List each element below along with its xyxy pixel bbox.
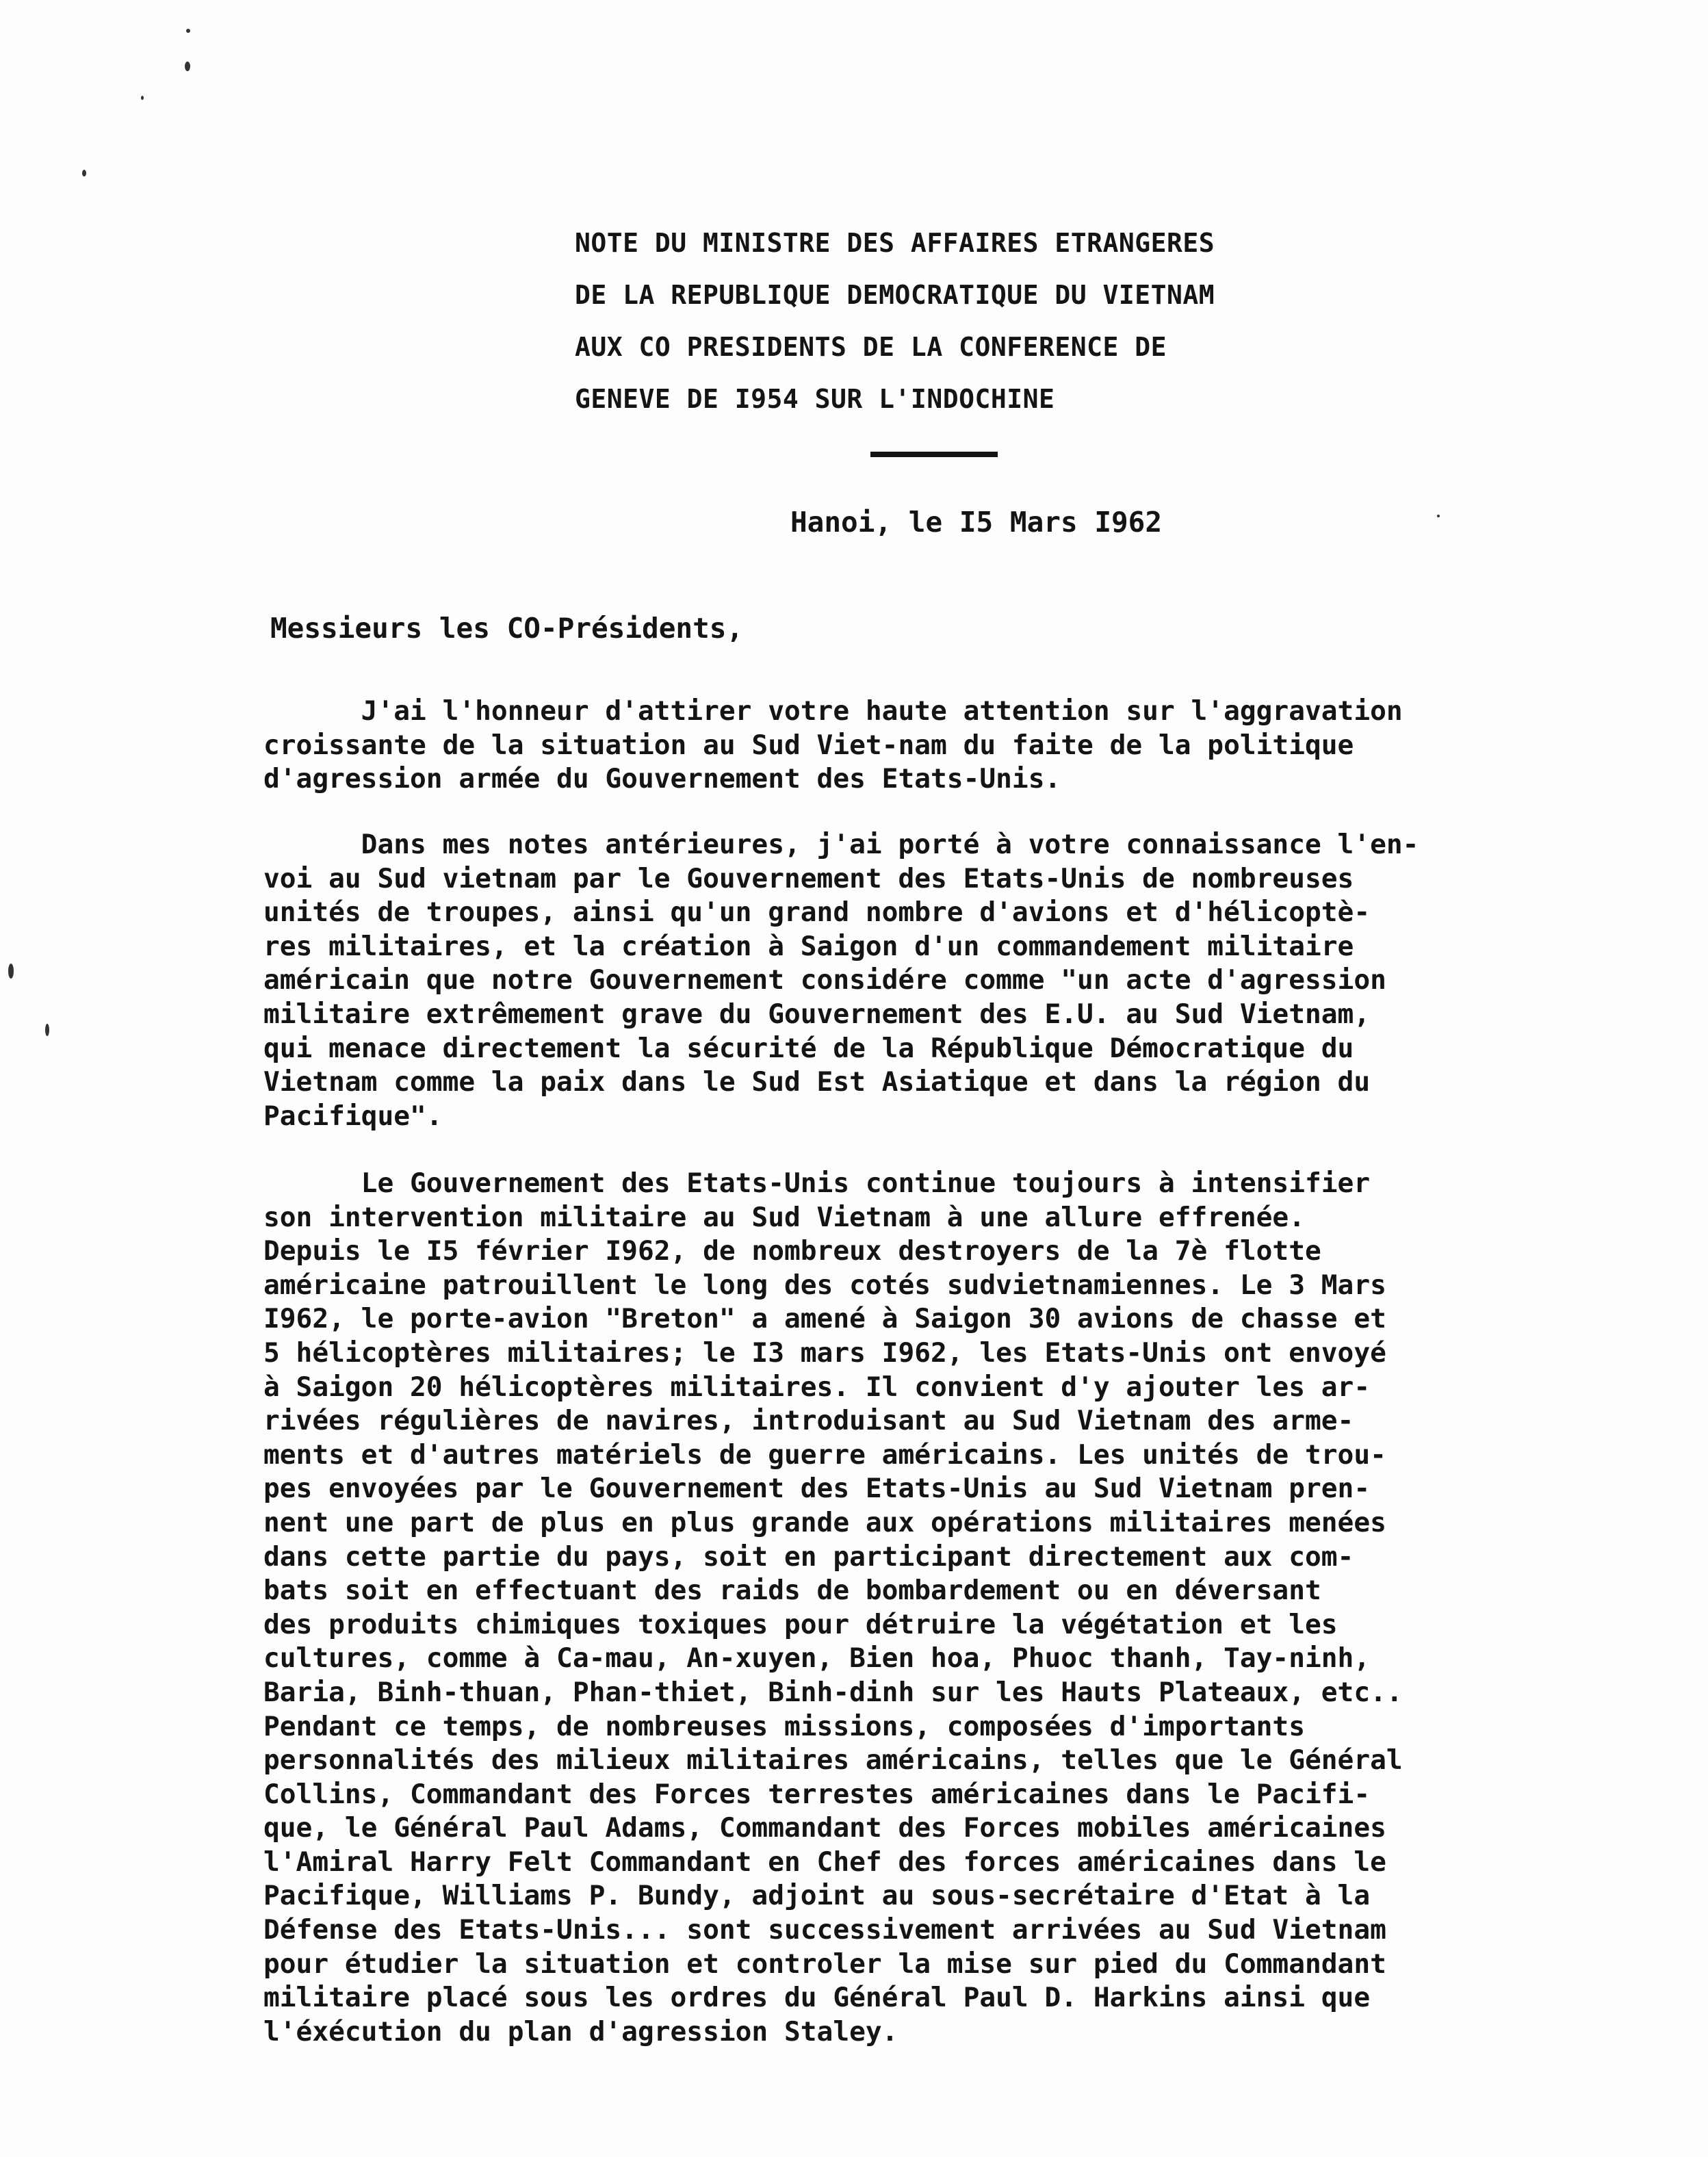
text-line: I962, le porte-avion "Breton" a amené à Saigon 30 avions de chasse et — [263, 1303, 1386, 1335]
text-line: d'agression armée du Gouvernement des Etats-Unis. — [263, 763, 1061, 795]
heading-line: GENEVE DE I954 SUR L'INDOCHINE — [575, 384, 1055, 414]
text-line: pes envoyées par le Gouvernement des Etats-Unis au Sud Vietnam pren- — [263, 1473, 1371, 1505]
heading-line: DE LA REPUBLIQUE DEMOCRATIQUE DU VIETNAM — [575, 280, 1215, 310]
text-line: rivées régulières de navires, introduisant au Sud Vietnam des arme- — [263, 1405, 1354, 1437]
text-line: Pacifique, Williams P. Bundy, adjoint au sous-secrétaire d'Etat à la — [263, 1880, 1371, 1912]
text-line: Dans mes notes antérieures, j'ai porté à votre connaissance l'en- — [263, 829, 1419, 860]
text-line: militaire placé sous les ordres du Général Paul D. Harkins ainsi que — [263, 1982, 1371, 2014]
paragraph-2 — [263, 828, 1687, 1133]
heading-line: NOTE DU MINISTRE DES AFFAIRES ETRANGERES — [575, 228, 1215, 258]
scan-speck — [185, 62, 190, 71]
text-line: l'Amiral Harry Felt Commandant en Chef des forces américaines dans le — [263, 1846, 1386, 1878]
text-line: Collins, Commandant des Forces terrestes américaines dans le Pacifi- — [263, 1778, 1371, 1810]
text-line: à Saigon 20 hélicoptères militaires. Il convient d'y ajouter les ar- — [263, 1371, 1371, 1403]
heading-line: AUX CO PRESIDENTS DE LA CONFERENCE DE — [575, 332, 1167, 362]
text-line: Pendant ce temps, de nombreuses missions, composées d'importants — [263, 1710, 1305, 1742]
text-line: Le Gouvernement des Etats-Unis continue toujours à intensifier — [263, 1167, 1371, 1199]
document-heading — [575, 226, 1464, 434]
text-line: son intervention militaire au Sud Vietnam à une allure effrenée. — [263, 1201, 1305, 1233]
scan-speck — [1437, 515, 1440, 517]
scan-speck — [186, 29, 190, 33]
date-line: Hanoi, le I5 Mars I962 — [790, 506, 1163, 539]
scan-speck — [82, 170, 86, 177]
text-line: nent une part de plus en plus grande aux opérations militaires menées — [263, 1506, 1386, 1538]
text-line: militaire extrêmement grave du Gouvernement des E.U. au Sud Vietnam, — [263, 998, 1371, 1030]
text-line: Défense des Etats-Unis... sont successivement arrivées au Sud Vietnam — [263, 1914, 1386, 1946]
text-line: Vietnam comme la paix dans le Sud Est Asiatique et dans la région du — [263, 1066, 1371, 1098]
text-line: l'éxécution du plan d'agression Staley. — [263, 2015, 898, 2048]
text-line: pour étudier la situation et controler la mise sur pied du Commandant — [263, 1948, 1386, 1980]
text-line: res militaires, et la création à Saigon d'un commandement militaire — [263, 930, 1354, 962]
heading-underline-rule — [870, 452, 998, 457]
text-line: dans cette partie du pays, soit en participant directement aux com- — [263, 1540, 1354, 1573]
text-line: ments et d'autres matériels de guerre américains. Les unités de trou- — [263, 1438, 1386, 1471]
text-line: Baria, Binh-thuan, Phan-thiet, Binh-dinh sur les Hauts Plateaux, etc.. — [263, 1676, 1403, 1708]
scan-speck — [8, 964, 14, 979]
text-line: 5 hélicoptères militaires; le I3 mars I962, les Etats-Unis ont envoyé — [263, 1336, 1386, 1369]
text-line: bats soit en effectuant des raids de bombardement ou en déversant — [263, 1575, 1321, 1607]
text-line: unités de troupes, ainsi qu'un grand nombre d'avions et d'hélicoptè- — [263, 896, 1371, 929]
salutation: Messieurs les CO-Présidents, — [270, 612, 744, 645]
text-line: qui menace directement la sécurité de la République Démocratique du — [263, 1032, 1354, 1064]
text-line: croissante de la situation au Sud Viet-nam du faite de la politique — [263, 729, 1354, 761]
text-line: personnalités des milieux militaires américains, telles que le Général — [263, 1744, 1403, 1777]
text-line: cultures, comme à Ca-mau, An-xuyen, Bien hoa, Phuoc thanh, Tay-ninh, — [263, 1642, 1371, 1675]
text-line: J'ai l'honneur d'attirer votre haute attention sur l'aggravation — [263, 695, 1403, 727]
text-line: américain que notre Gouvernement considére comme "un acte d'agression — [263, 964, 1386, 996]
text-line: que, le Général Paul Adams, Commandant des Forces mobiles américaines — [263, 1812, 1386, 1844]
text-line: Pacifique". — [263, 1100, 443, 1132]
text-line: des produits chimiques toxiques pour détruire la végétation et les — [263, 1608, 1338, 1640]
paragraph-3 — [263, 1167, 1687, 2049]
scan-speck — [45, 1024, 49, 1036]
text-line: américaine patrouillent le long des cotés sudvietnamiennes. Le 3 Mars — [263, 1269, 1386, 1301]
paragraph-1 — [263, 695, 1687, 797]
scan-speck — [141, 96, 144, 100]
text-line: Depuis le I5 février I962, de nombreux destroyers de la 7è flotte — [263, 1235, 1321, 1267]
text-line: voi au Sud vietnam par le Gouvernement des Etats-Unis de nombreuses — [263, 862, 1354, 894]
